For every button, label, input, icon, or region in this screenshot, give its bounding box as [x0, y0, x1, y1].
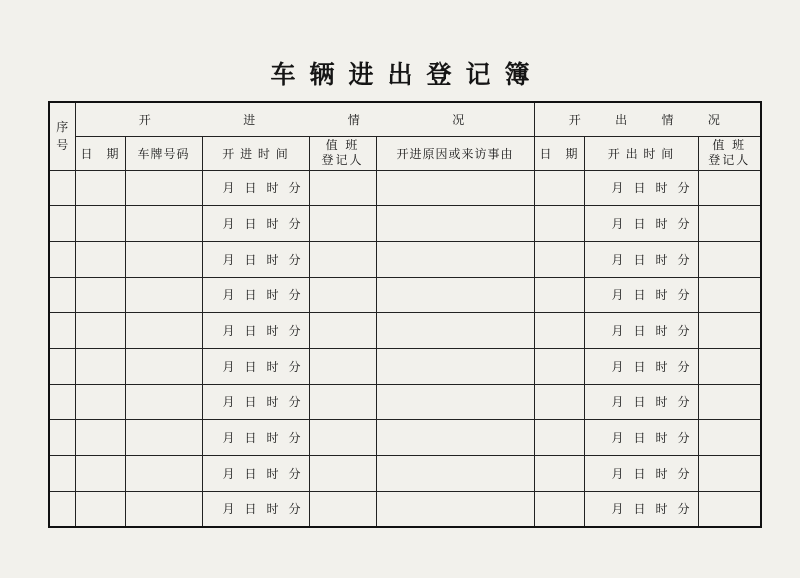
time-unit-label: 月 [611, 359, 624, 374]
entry-time-cell[interactable] [202, 313, 309, 349]
time-unit-label: 月 [611, 324, 624, 339]
col-plate-number: 车牌号码 [125, 136, 202, 170]
time-unit-label: 日 [633, 431, 646, 446]
plate-number-cell[interactable] [125, 491, 202, 527]
time-unit-label: 时 [655, 288, 668, 303]
exit-duty-cell[interactable] [698, 456, 761, 492]
time-unit-label: 分 [288, 466, 301, 481]
time-unit-label: 时 [266, 252, 279, 267]
exit-time-cell[interactable] [584, 170, 698, 206]
entry-duty-cell[interactable] [309, 420, 376, 456]
exit-date-cell[interactable] [534, 348, 584, 384]
seq-cell [49, 456, 75, 492]
time-unit-label: 月 [222, 431, 235, 446]
time-unit-label: 时 [655, 217, 668, 232]
time-unit-label: 分 [677, 181, 690, 196]
exit-time-cell[interactable] [584, 241, 698, 277]
time-unit-label: 日 [633, 359, 646, 374]
exit-date-cell[interactable] [534, 241, 584, 277]
table-row [49, 277, 761, 313]
entry-date-cell[interactable] [75, 456, 125, 492]
time-unit-label: 月 [222, 181, 235, 196]
time-unit-label: 日 [244, 288, 257, 303]
plate-number-cell[interactable] [125, 420, 202, 456]
plate-number-cell[interactable] [125, 241, 202, 277]
time-unit-label: 时 [655, 502, 668, 517]
time-unit-label: 日 [633, 252, 646, 267]
time-unit-label: 分 [677, 252, 690, 267]
seq-cell [49, 170, 75, 206]
time-unit-label: 日 [244, 252, 257, 267]
exit-duty-cell[interactable] [698, 241, 761, 277]
time-unit-label: 日 [244, 324, 257, 339]
entry-date-cell[interactable] [75, 206, 125, 242]
time-unit-label: 时 [266, 359, 279, 374]
time-unit-label: 月 [222, 395, 235, 410]
time-unit-label: 时 [266, 431, 279, 446]
entry-reason-cell[interactable] [376, 384, 534, 420]
time-unit-label: 时 [655, 359, 668, 374]
plate-number-cell[interactable] [125, 277, 202, 313]
entry-duty-cell[interactable] [309, 456, 376, 492]
time-unit-label: 日 [244, 217, 257, 232]
exit-duty-cell[interactable] [698, 206, 761, 242]
seq-cell [49, 241, 75, 277]
entry-reason-cell[interactable] [376, 420, 534, 456]
time-unit-label: 日 [633, 502, 646, 517]
exit-duty-cell[interactable] [698, 491, 761, 527]
time-unit-label: 日 [244, 502, 257, 517]
time-unit-label: 日 [633, 217, 646, 232]
seq-cell [49, 206, 75, 242]
time-unit-label: 日 [244, 395, 257, 410]
entry-time-cell[interactable] [202, 206, 309, 242]
time-unit-label: 月 [222, 466, 235, 481]
time-unit-label: 日 [244, 431, 257, 446]
time-unit-label: 时 [266, 181, 279, 196]
entry-reason-cell[interactable] [376, 277, 534, 313]
entry-time-cell[interactable] [202, 241, 309, 277]
time-unit-label: 分 [288, 431, 301, 446]
entry-duty-cell[interactable] [309, 170, 376, 206]
time-unit-label: 时 [266, 466, 279, 481]
time-unit-label: 月 [611, 466, 624, 481]
table-row [49, 491, 761, 527]
table-row [49, 420, 761, 456]
entry-date-cell[interactable] [75, 384, 125, 420]
time-unit-label: 月 [222, 288, 235, 303]
time-unit-label: 分 [288, 359, 301, 374]
time-unit-label: 分 [288, 324, 301, 339]
entry-reason-cell[interactable] [376, 456, 534, 492]
col-exit-date: 日 期 [534, 136, 584, 170]
exit-date-cell[interactable] [534, 313, 584, 349]
exit-time-cell[interactable] [584, 384, 698, 420]
entry-time-cell[interactable] [202, 420, 309, 456]
time-unit-label: 分 [288, 288, 301, 303]
entry-time-cell[interactable] [202, 456, 309, 492]
seq-cell [49, 384, 75, 420]
time-unit-label: 分 [677, 359, 690, 374]
time-unit-label: 时 [655, 324, 668, 339]
time-unit-label: 日 [244, 359, 257, 374]
exit-time-cell[interactable] [584, 420, 698, 456]
exit-duty-cell[interactable] [698, 384, 761, 420]
page-title [0, 58, 800, 92]
time-unit-label: 分 [677, 288, 690, 303]
time-unit-label: 日 [633, 181, 646, 196]
exit-time-cell[interactable] [584, 313, 698, 349]
vehicle-register-table [48, 101, 762, 528]
entry-duty-cell[interactable] [309, 206, 376, 242]
time-unit-label: 日 [244, 181, 257, 196]
time-unit-label: 分 [288, 217, 301, 232]
entry-reason-cell[interactable] [376, 313, 534, 349]
entry-reason-cell[interactable] [376, 241, 534, 277]
exit-time-cell[interactable] [584, 277, 698, 313]
time-unit-label: 分 [288, 252, 301, 267]
entry-date-cell[interactable] [75, 170, 125, 206]
exit-time-cell[interactable] [584, 491, 698, 527]
exit-date-cell[interactable] [534, 456, 584, 492]
entry-time-cell[interactable] [202, 277, 309, 313]
table-row [49, 241, 761, 277]
entry-duty-cell[interactable] [309, 313, 376, 349]
time-unit-label: 日 [633, 324, 646, 339]
exit-date-cell[interactable] [534, 206, 584, 242]
time-unit-label: 日 [633, 395, 646, 410]
exit-group-header [534, 102, 761, 136]
time-unit-label: 时 [266, 395, 279, 410]
time-unit-label: 日 [244, 466, 257, 481]
time-unit-label: 月 [611, 217, 624, 232]
seq-cell [49, 420, 75, 456]
time-unit-label: 时 [266, 288, 279, 303]
exit-date-cell[interactable] [534, 277, 584, 313]
col-exit-time: 开 出 时 间 [584, 136, 698, 170]
time-unit-label: 分 [677, 217, 690, 232]
time-unit-label: 分 [677, 395, 690, 410]
exit-date-cell[interactable] [534, 170, 584, 206]
time-unit-label: 日 [633, 466, 646, 481]
time-unit-label: 月 [222, 252, 235, 267]
entry-reason-cell[interactable] [376, 206, 534, 242]
time-unit-label: 月 [611, 431, 624, 446]
table-row [49, 206, 761, 242]
exit-time-cell[interactable] [584, 456, 698, 492]
time-unit-label: 分 [677, 466, 690, 481]
entry-duty-cell[interactable] [309, 384, 376, 420]
time-unit-label: 月 [222, 502, 235, 517]
time-unit-label: 时 [266, 502, 279, 517]
time-unit-label: 月 [222, 217, 235, 232]
time-unit-label: 月 [222, 324, 235, 339]
entry-time-cell[interactable] [202, 348, 309, 384]
entry-date-cell[interactable] [75, 313, 125, 349]
time-unit-label: 时 [655, 466, 668, 481]
plate-number-cell[interactable] [125, 348, 202, 384]
plate-number-cell[interactable] [125, 313, 202, 349]
entry-duty-cell[interactable] [309, 277, 376, 313]
col-entry-time: 开 进 时 间 [202, 136, 309, 170]
time-unit-label: 时 [266, 324, 279, 339]
col-entry-reason: 开进原因或来访事由 [376, 136, 534, 170]
time-unit-label: 日 [633, 288, 646, 303]
exit-duty-cell[interactable] [698, 277, 761, 313]
time-unit-label: 时 [655, 252, 668, 267]
seq-cell [49, 313, 75, 349]
table-row [49, 313, 761, 349]
exit-duty-cell[interactable] [698, 313, 761, 349]
time-unit-label: 分 [677, 502, 690, 517]
exit-date-cell[interactable] [534, 491, 584, 527]
entry-reason-cell[interactable] [376, 170, 534, 206]
table-row [49, 384, 761, 420]
entry-date-cell[interactable] [75, 491, 125, 527]
entry-reason-cell[interactable] [376, 491, 534, 527]
exit-date-cell[interactable] [534, 420, 584, 456]
entry-duty-cell[interactable] [309, 491, 376, 527]
plate-number-cell[interactable] [125, 456, 202, 492]
table-row [49, 456, 761, 492]
col-entry-date: 日 期 [75, 136, 125, 170]
plate-number-cell[interactable] [125, 206, 202, 242]
time-unit-label: 分 [288, 395, 301, 410]
time-unit-label: 月 [611, 288, 624, 303]
entry-group-header [75, 102, 534, 136]
entry-duty-cell[interactable] [309, 241, 376, 277]
seq-cell [49, 348, 75, 384]
col-exit-duty: 值 班 登记人 [698, 136, 761, 170]
time-unit-label: 分 [288, 181, 301, 196]
time-unit-label: 月 [611, 181, 624, 196]
entry-time-cell[interactable] [202, 170, 309, 206]
exit-time-cell[interactable] [584, 348, 698, 384]
exit-time-cell[interactable] [584, 206, 698, 242]
time-unit-label: 分 [677, 324, 690, 339]
seq-header: 序 号 [49, 102, 75, 170]
entry-reason-cell[interactable] [376, 348, 534, 384]
exit-group-label: 开 出 情 况 [568, 112, 726, 127]
time-unit-label: 分 [288, 502, 301, 517]
entry-date-cell[interactable] [75, 277, 125, 313]
time-unit-label: 时 [655, 181, 668, 196]
entry-time-cell[interactable] [202, 384, 309, 420]
plate-number-cell[interactable] [125, 170, 202, 206]
entry-date-cell[interactable] [75, 348, 125, 384]
time-unit-label: 月 [611, 502, 624, 517]
table-row [49, 170, 761, 206]
exit-duty-cell[interactable] [698, 348, 761, 384]
time-unit-label: 月 [611, 252, 624, 267]
seq-cell [49, 277, 75, 313]
time-unit-label: 月 [222, 359, 235, 374]
entry-date-cell[interactable] [75, 420, 125, 456]
entry-date-cell[interactable] [75, 241, 125, 277]
time-unit-label: 分 [677, 431, 690, 446]
entry-duty-cell[interactable] [309, 348, 376, 384]
exit-date-cell[interactable] [534, 384, 584, 420]
page-title-text: 车辆进出登记簿 [270, 60, 544, 89]
time-unit-label: 时 [655, 395, 668, 410]
time-unit-label: 月 [611, 395, 624, 410]
exit-duty-cell[interactable] [698, 420, 761, 456]
entry-group-label: 开 进 情 况 [138, 112, 471, 127]
exit-duty-cell[interactable] [698, 170, 761, 206]
seq-cell [49, 491, 75, 527]
table-row [49, 348, 761, 384]
time-unit-label: 时 [655, 431, 668, 446]
entry-time-cell[interactable] [202, 491, 309, 527]
col-entry-duty: 值 班 登记人 [309, 136, 376, 170]
time-unit-label: 时 [266, 217, 279, 232]
plate-number-cell[interactable] [125, 384, 202, 420]
